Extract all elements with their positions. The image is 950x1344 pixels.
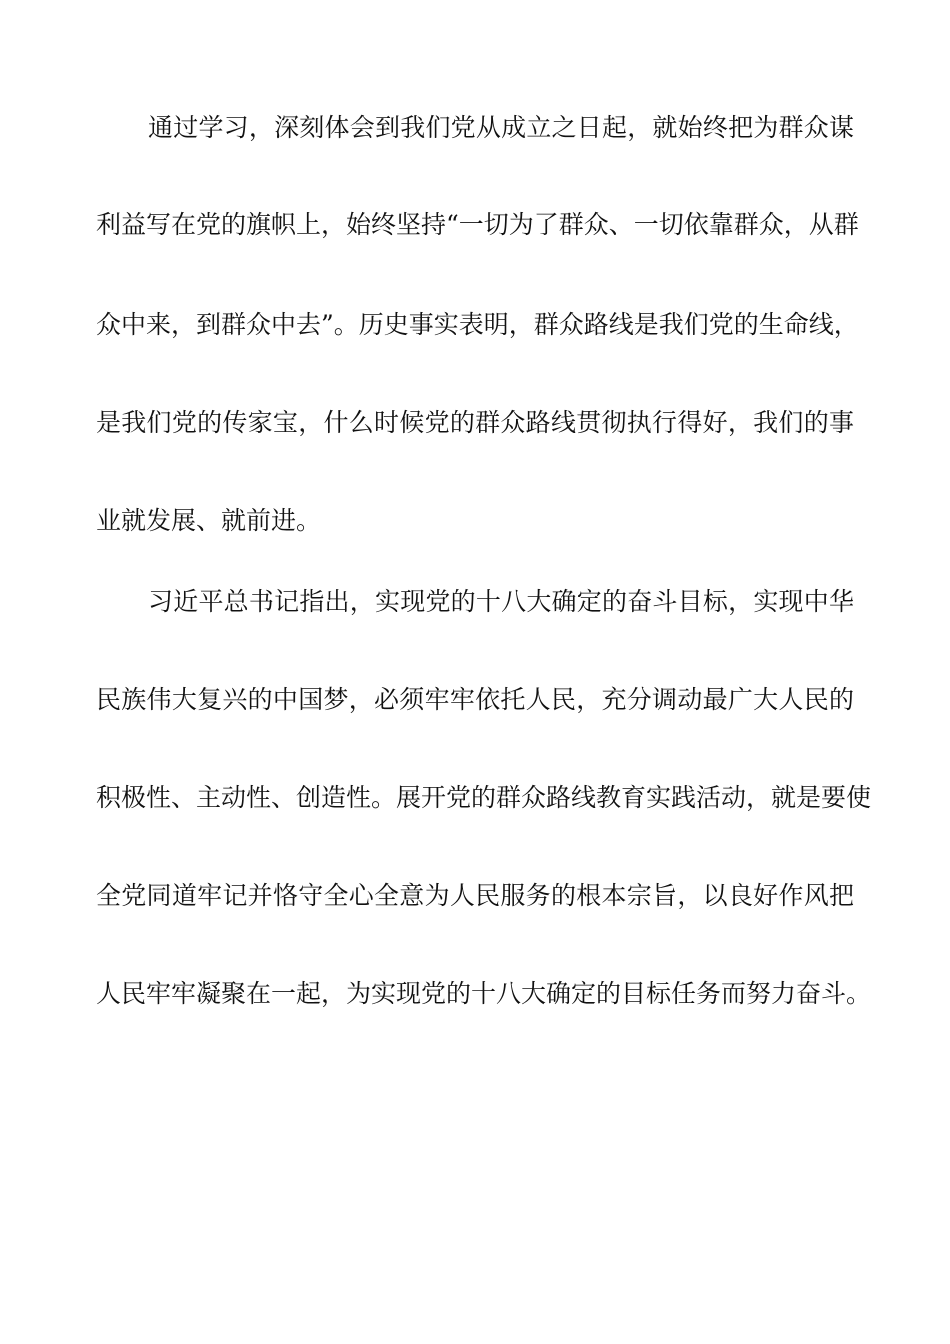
text-line: 众中来，到群众中去”。历史事实表明，群众路线是我们党的生命线， [96,310,859,339]
text-line: 通过学习，深刻体会到我们党从成立之日起，就始终把为群众谋 [148,113,854,142]
text-line: 民族伟大复兴的中国梦，必须牢牢依托人民，充分调动最广大人民的 [96,685,854,714]
paragraph-1-line-1 [0,108,950,148]
text-line: 习近平总书记指出，实现党的十八大确定的奋斗目标，实现中华 [148,587,854,616]
text-line: 利益写在党的旗帜上，始终坚持“一切为了群众、一切依靠群众，从群 [96,210,859,239]
paragraph-1-line-2 [0,205,950,245]
paragraph-2-line-1 [0,582,950,622]
paragraph-2-line-4 [0,876,950,916]
text-line: 人民牢牢凝聚在一起，为实现党的十八大确定的目标任务而努力奋斗。 [96,979,872,1008]
paragraph-1-line-3 [0,305,950,345]
paragraph-1-line-5 [0,501,950,541]
paragraph-1-line-4 [0,403,950,443]
paragraph-2-line-2 [0,680,950,720]
text-line: 业就发展、就前进。 [96,506,322,535]
text-line: 全党同道牢记并恪守全心全意为人民服务的根本宗旨，以良好作风把 [96,881,854,910]
text-line: 是我们党的传家宝，什么时候党的群众路线贯彻执行得好，我们的事 [96,408,854,437]
paragraph-2-line-5 [0,974,950,1014]
paragraph-2-line-3 [0,778,950,818]
text-line: 积极性、主动性、创造性。展开党的群众路线教育实践活动，就是要使 [96,783,872,812]
